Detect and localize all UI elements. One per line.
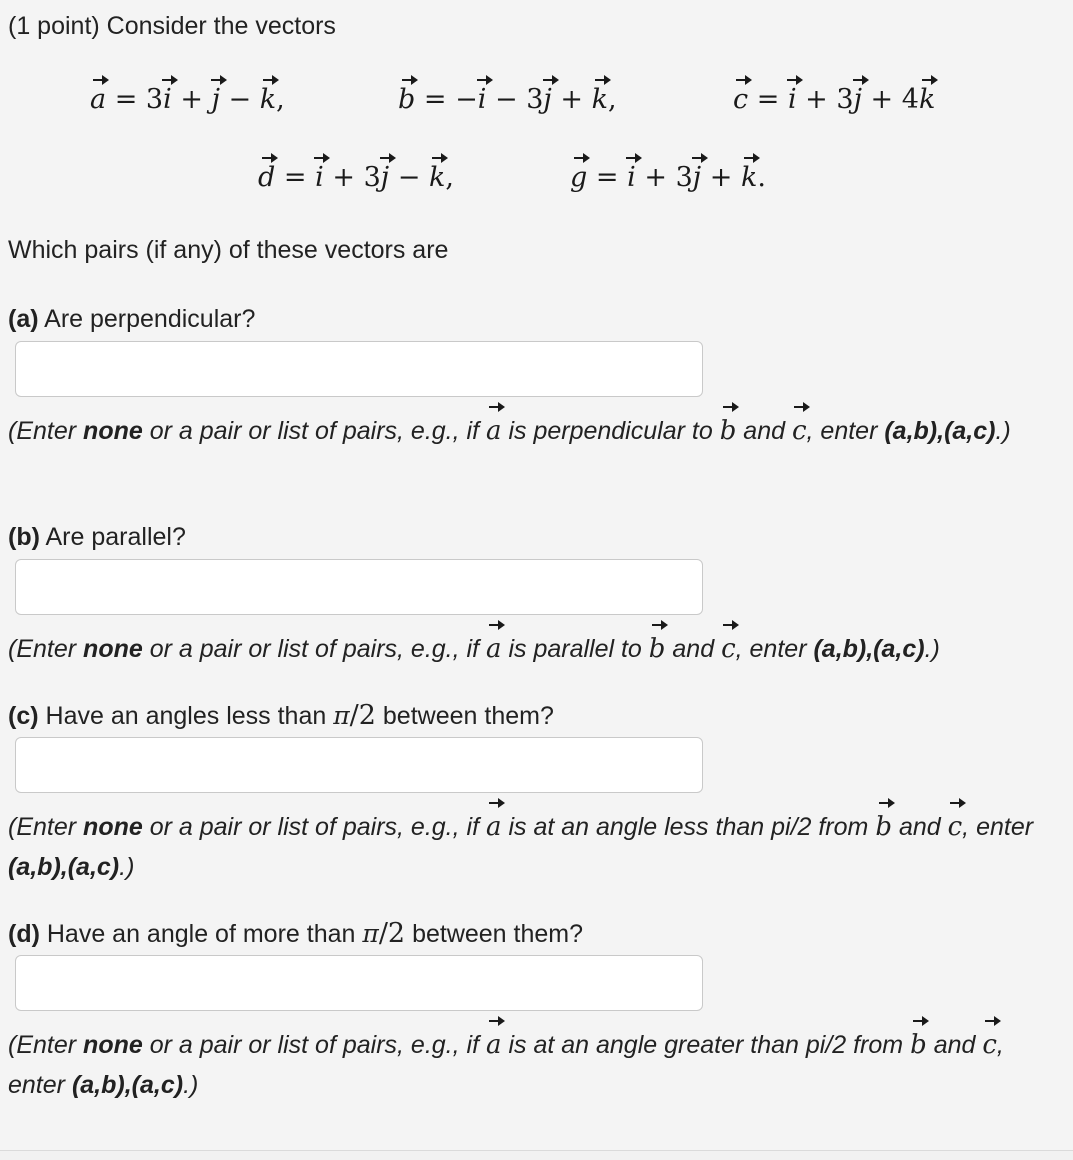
- part-c-question: (c) Have an angles less than π/2 between them?: [8, 700, 554, 731]
- part-b-question: (b) Are parallel?: [8, 523, 186, 551]
- vector-d-equation: d = i + 3j − k,: [258, 162, 454, 193]
- part-d-hint: (Enter none or a pair or list of pairs, e.g., if a is at an angle greater than pi/2 from b and c, enter (a,b),(a,c).): [8, 1025, 1066, 1105]
- vector-g-equation: g = i + 3j + k.: [570, 162, 766, 193]
- vector-c-equation: c = i + 3j + 4k: [733, 84, 936, 115]
- part-c-hint: (Enter none or a pair or list of pairs, e.g., if a is at an angle less than pi/2 from b and c, enter (a,b),(a,c).): [8, 807, 1066, 887]
- part-a-hint: (Enter none or a pair or list of pairs, e.g., if a is perpendicular to b and c, enter (a,b),(a,c).): [8, 411, 1066, 451]
- part-d-label: (d): [8, 920, 40, 948]
- part-d-question: (d) Have an angle of more than π/2 between them?: [8, 918, 584, 949]
- part-a-question: (a) Are perpendicular?: [8, 305, 256, 333]
- vector-g-name: g: [570, 162, 588, 193]
- part-a-answer-input[interactable]: [15, 341, 703, 397]
- vector-d-name: d: [258, 162, 276, 193]
- vector-b-equation: b = −i − 3j + k,: [398, 84, 617, 115]
- part-b-label: (b): [8, 523, 40, 551]
- vector-a-equation: a = 3i + j − k,: [90, 84, 285, 115]
- question-text: Which pairs (if any) of these vectors are: [8, 236, 449, 264]
- part-b-answer-input[interactable]: [15, 559, 703, 615]
- part-d-answer-input[interactable]: [15, 955, 703, 1011]
- vector-b-name: b: [398, 84, 416, 115]
- part-b-hint: (Enter none or a pair or list of pairs, e.g., if a is parallel to b and c, enter (a,b),(a,c).): [8, 629, 1066, 669]
- part-a-label: (a): [8, 305, 39, 333]
- intro-text: (1 point) Consider the vectors: [8, 12, 336, 40]
- vector-c-name: c: [733, 84, 749, 115]
- vector-a-name: a: [90, 84, 107, 115]
- part-c-label: (c): [8, 702, 39, 730]
- part-c-answer-input[interactable]: [15, 737, 703, 793]
